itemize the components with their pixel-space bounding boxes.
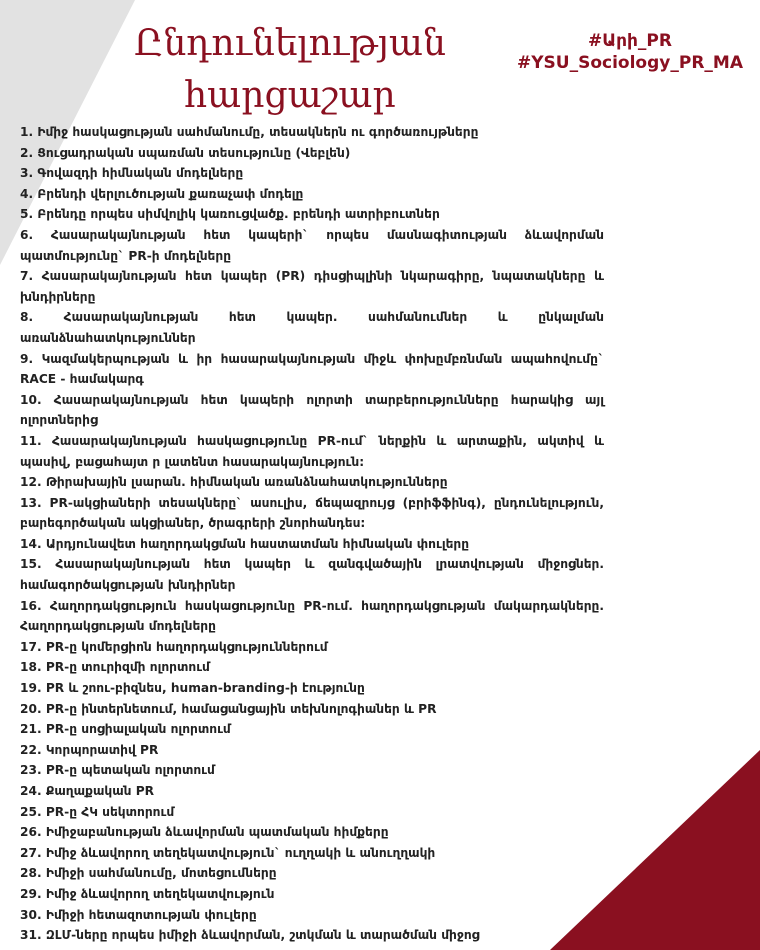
question-item: 22. Կորպորատիվ PR xyxy=(20,742,159,757)
question-item: 12. Թիրախային լսարան. հիմնական առանձնահատկությունները xyxy=(20,475,448,490)
question-item: 3. Գովազդի հիմնական մոդելները xyxy=(20,166,244,181)
question-item: 27. Իմիջ ձևավորող տեղեկատվություն` ուղղակի և անուղղակի xyxy=(20,845,436,860)
question-item: 29. Իմիջ ձևավորող տեղեկատվություն xyxy=(20,886,275,901)
question-item: 2. Ցուցադրական սպառման տեսությունը (Վեբլեն) xyxy=(20,145,351,160)
hashtag-ari-pr: #Արի_PR xyxy=(588,31,672,51)
title-line-1: Ընդունելության xyxy=(134,23,446,64)
question-item: 28. Իմիջի սահմանումը, մոտեցումները xyxy=(20,866,277,881)
question-item: 15. Հասարակայնության հետ կապեր և զանգվածային լրատվության միջոցներ. համագործակցության խնդիրներ xyxy=(20,557,604,593)
page-title xyxy=(120,18,460,122)
question-item: 5. Բրենդը որպես սիմվոլիկ կառուցվածք. բրենդի ատրիբուտներ xyxy=(20,207,440,222)
question-item: 19. PR և շոու-բիզնես, human-branding-ի էությունը xyxy=(20,681,365,696)
question-item: 24. Քաղաքական PR xyxy=(20,784,155,798)
question-item: 21. PR-ը սոցիալական ոլորտում xyxy=(20,722,231,737)
question-item: 4. Բրենդի վերլուծության քառաչափ մոդելը xyxy=(20,186,304,201)
question-item: 11. Հասարակայնության հասկացությունը PR-ում` ներքին և արտաքին, ակտիվ և պասիվ, բացահայտ ր լատենտ հասարակայնություն: xyxy=(20,433,604,469)
question-list xyxy=(20,122,604,946)
question-item: 17. PR-ը կոմերցիոն հաղորդակցություններում xyxy=(20,639,328,654)
question-item: 25. PR-ը ՀԿ սեկտորում xyxy=(20,804,175,819)
question-item: 18. PR-ը տուրիզմի ոլորտում xyxy=(20,660,210,675)
question-item: 23. PR-ը պետական ոլորտում xyxy=(20,763,215,778)
question-item: 7. Հասարակայնության հետ կապեր (PR) դիսցիպլինի նկարագիրը, նպատակները և խնդիրները xyxy=(20,269,604,304)
question-item: 16. Հաղորդակցություն հասկացությունը PR-ում. հաղորդակցության մակարդակները. Հաղորդակցության մոդելները xyxy=(20,598,604,634)
hashtag-ysu-sociology: #YSU_Sociology_PR_MA xyxy=(517,53,743,73)
question-item: 26. Իմիջաբանության ձևավորման պատմական հիմքերը xyxy=(20,825,389,840)
hashtags xyxy=(510,30,750,74)
question-item: 31. ԶԼՄ-ները որպես իմիջի ձևավորման, շտկման և տարածման միջոց xyxy=(20,928,480,943)
title-line-2: հարցաշար xyxy=(184,75,396,116)
question-item: 20. PR-ը ինտերնետում, համացանցային տեխնոլոգիաներ և PR xyxy=(20,701,437,716)
question-item: 1. Իմիջ հասկացության սահմանումը, տեսակներն ու գործառույթները xyxy=(20,125,479,139)
question-item: 10. Հասարակայնության հետ կապերի ոլորտի տարբերությունները հարակից այլ ոլորտներից xyxy=(20,392,604,428)
question-item: 9. Կազմակերպության և իր հասարակայնության միջև փոխըմբռնման ապահովումը` RACE - համակարգ xyxy=(20,351,604,387)
question-item: 30. Իմիջի հետազոտության փուլերը xyxy=(20,907,257,922)
question-item: 14. Արդյունավետ հաղորդակցման հաստատման հիմնական փուլերը xyxy=(20,536,470,551)
question-item: 6. Հասարակայնության հետ կապերի` որպես մասնագիտության ձևավորման պատմությունը` PR-ի մոդելները xyxy=(20,227,604,263)
question-item: 8. Հասարակայնության հետ կապեր. սահմանումներ և ընկալման առանձնահատկություններ xyxy=(20,310,604,345)
question-item: 13. PR-ակցիաների տեսակները` ասուլիս, ճեպազրույց (բրիֆֆինգ), ընդունելություն, բարեգործական ակցիաներ, ծրագրերի շնորհանդես: xyxy=(20,495,604,531)
